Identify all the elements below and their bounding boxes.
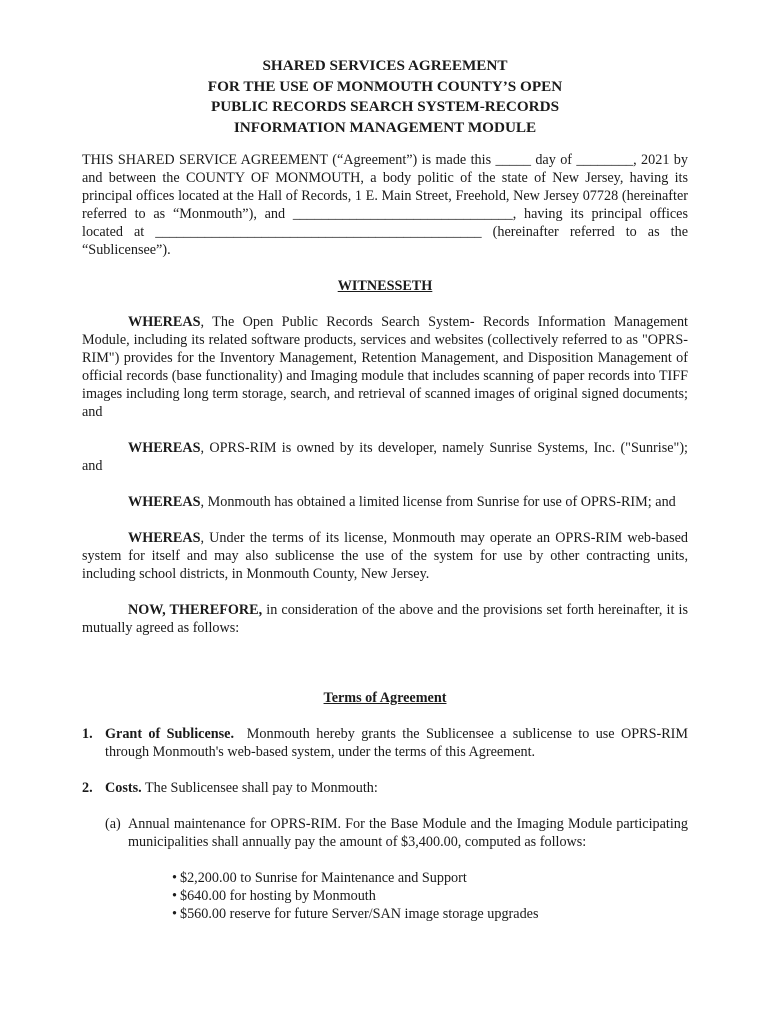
title-line-3: PUBLIC RECORDS SEARCH SYSTEM-RECORDS [210,98,560,115]
term-item-grant [82,725,692,761]
term-number: 1. [82,726,93,742]
now-therefore-paragraph [82,601,688,637]
whereas-paragraph-4 [82,529,688,583]
whereas-text: , The Open Public Records Search System- Records Information Management Module, including its related software products, services and websites (collectively referred to as "OPRS-RIM") provides for the Inventory Management, Retention Management, and Disposition Management of official records (base functionality) and Imaging module that includes scanning of paper records into TIFF images including long term storage, search, and retrieval of scanned images of original signed documents; and [82,314,688,420]
whereas-lead: WHEREAS [128,440,201,456]
cost-breakdown-list [172,869,688,923]
term-body [105,779,688,797]
title-line-2: FOR THE USE OF MONMOUTH COUNTY’S OPEN [207,77,563,95]
sub-item-label: (a) [105,816,121,832]
list-item-text: $560.00 reserve for future Server/SAN image storage upgrades [179,906,539,922]
now-therefore-text: in consideration of the above and the provisions set forth hereinafter, it is mutually agreed as follows: [82,602,688,636]
title-line-4: INFORMATION MANAGEMENT MODULE [233,118,537,136]
title-line-1: SHARED SERVICES AGREEMENT [262,57,508,74]
now-therefore-lead: NOW, THEREFORE, [128,602,263,618]
terms-heading: Terms of Agreement [323,690,447,706]
term-number: 2. [82,780,93,796]
list-item-text: $640.00 for hosting by Monmouth [179,888,376,904]
term-lead: Grant of Sublicense. [105,726,235,742]
whereas-lead: WHEREAS [128,314,201,330]
whereas-paragraph-1 [82,313,688,421]
term-lead: Costs. [105,780,142,796]
whereas-lead: WHEREAS [128,494,201,510]
term-body [105,725,692,761]
list-item [172,905,688,923]
list-item [172,869,688,887]
whereas-paragraph-3 [82,493,688,511]
list-item [172,887,688,905]
list-item-text: $2,200.00 to Sunrise for Maintenance and Support [179,870,467,886]
whereas-text: , Under the terms of its license, Monmouth may operate an OPRS-RIM web-based system for itself and may also sublicense the use of the system for use by other contracting units, including school districts, in Monmouth County, New Jersey. [82,530,688,582]
whereas-lead: WHEREAS [128,530,201,546]
term-item-costs [82,779,688,797]
term-text: The Sublicensee shall pay to Monmouth: [141,780,378,796]
witnesseth-heading: WITNESSETH [337,278,433,294]
whereas-paragraph-2 [82,439,688,475]
bullet-icon: • [172,870,177,886]
agreement-title [82,56,688,138]
whereas-text: , OPRS-RIM is owned by its developer, namely Sunrise Systems, Inc. ("Sunrise"); and [82,440,688,474]
section-spacer [82,655,688,689]
sub-item-annual-maintenance [105,815,688,851]
bullet-icon: • [172,888,177,904]
intro-paragraph: THIS SHARED SERVICE AGREEMENT (“Agreement”) is made this _____ day of ________, 2021 by and between the COUNTY OF MONMOUTH, a body politic of the state of New Jersey, having its principal offices located at the Hall of Records, 1 E. Main Street, Freehold, New Jersey 07728 (hereinafter referred to as “Monmouth”), and _______________________________, having its principal offices located at ______________________________________________ (hereinafter referred to as the “Sublicensee”). [82,152,688,258]
term-text: Monmouth hereby grants the Sublicensee a sublicense to use OPRS-RIM through Monmouth's web-based system, under the terms of this Agreement. [105,726,692,760]
whereas-text: , Monmouth has obtained a limited license from Sunrise for use of OPRS-RIM; and [200,494,676,510]
sub-item-text: Annual maintenance for OPRS-RIM. For the Base Module and the Imaging Module participating municipalities shall annually pay the amount of $3,400.00, computed as follows: [128,816,688,850]
bullet-icon: • [172,906,177,922]
